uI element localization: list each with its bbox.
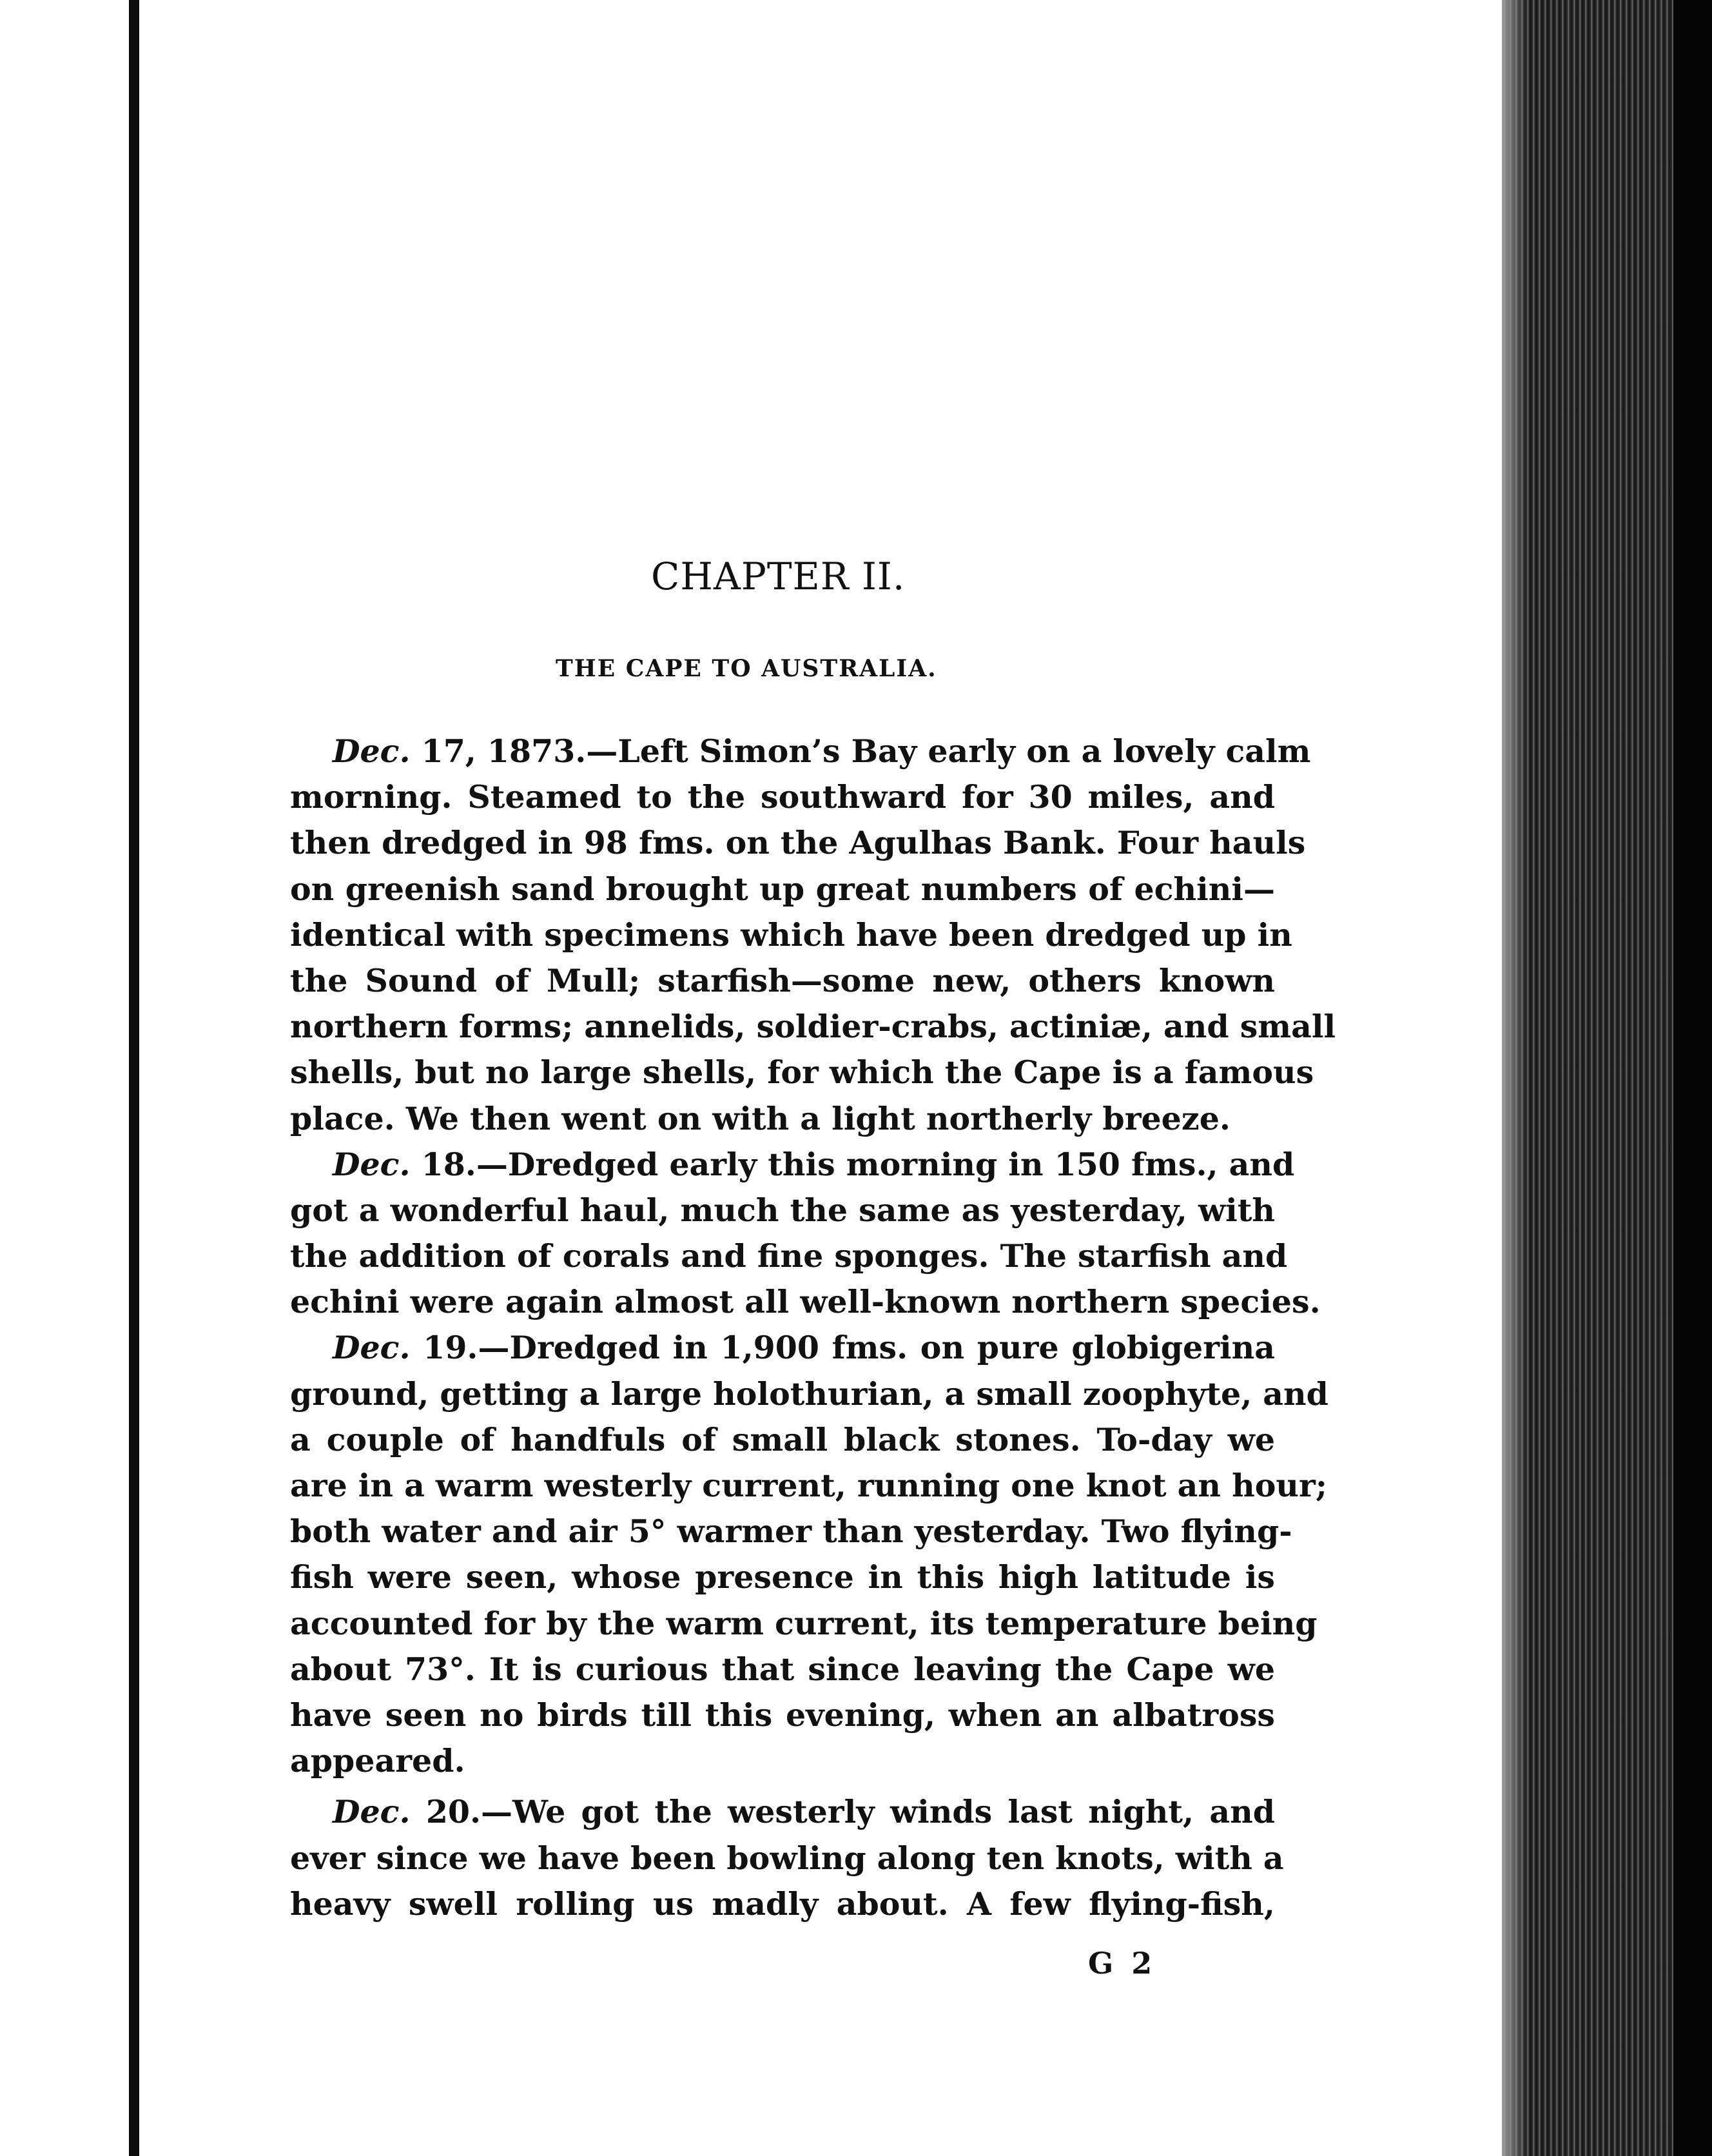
left-margin [0, 0, 129, 2156]
text-line: appeared. [290, 1742, 465, 1780]
chapter-subtitle: THE CAPE TO AUSTRALIA. [556, 655, 937, 682]
text-line: the addition of corals and fine sponges. The starfish and [290, 1237, 1288, 1275]
text-line: accounted for by the warm current, its temperature being [290, 1604, 1318, 1642]
text-line: place. We then went on with a light northerly breeze. [290, 1099, 1230, 1137]
text-line: fish were seen, whose presence in this high latitude is [290, 1558, 1275, 1596]
text-line: Dec. 17, 1873.—Left Simon’s Bay early on a lovely calm [333, 732, 1311, 770]
text-line: have seen no birds till this evening, when an albatross [290, 1696, 1275, 1734]
signature-mark: G 2 [1088, 1946, 1156, 1981]
text-line: a couple of handfuls of small black stones. To-day we [290, 1420, 1275, 1458]
text-line: echini were again almost all well-known northern species. [290, 1283, 1321, 1321]
text-line: ground, getting a large holothurian, a small zoophyte, and [290, 1375, 1328, 1413]
text-line: Dec. 20.—We got the westerly winds last night, and [333, 1793, 1275, 1831]
text-line: then dredged in 98 fms. on the Agulhas Bank. Four hauls [290, 824, 1306, 862]
text-line: northern forms; annelids, soldier-crabs, actiniæ, and small [290, 1008, 1336, 1046]
text-line: ever since we have been bowling along ten knots, with a [290, 1839, 1284, 1877]
entry-date: Dec. [333, 1329, 411, 1367]
text-line: on greenish sand brought up great numbers of echini— [290, 870, 1275, 908]
book-gutter [129, 0, 139, 2156]
text-line: the Sound of Mull; starfish—some new, others known [290, 961, 1275, 999]
entry-date: Dec. [333, 1145, 411, 1183]
entry-date: Dec. [333, 1793, 411, 1831]
text-line: identical with specimens which have been dredged up in [290, 916, 1292, 954]
text-line: are in a warm westerly current, running one knot an hour; [290, 1467, 1327, 1504]
page-edges [1502, 0, 1712, 2156]
text-line: both water and air 5° warmer than yesterday. Two flying- [290, 1513, 1292, 1551]
text-line: Dec. 18.—Dredged early this morning in 150 fms., and [333, 1145, 1295, 1183]
text-line: about 73°. It is curious that since leaving the Cape we [290, 1650, 1275, 1688]
text-line: Dec. 19.—Dredged in 1,900 fms. on pure globigerina [333, 1329, 1275, 1367]
text-line: shells, but no large shells, for which the Cape is a famous [290, 1054, 1314, 1092]
text-line: heavy swell rolling us madly about. A few flying-fish, [290, 1885, 1275, 1923]
chapter-title: CHAPTER II. [651, 554, 906, 598]
text-line: got a wonderful haul, much the same as yesterday, with [290, 1191, 1275, 1229]
entry-date: Dec. [333, 732, 411, 770]
body-text [290, 729, 1336, 1927]
text-line: morning. Steamed to the southward for 30 miles, and [290, 778, 1275, 816]
